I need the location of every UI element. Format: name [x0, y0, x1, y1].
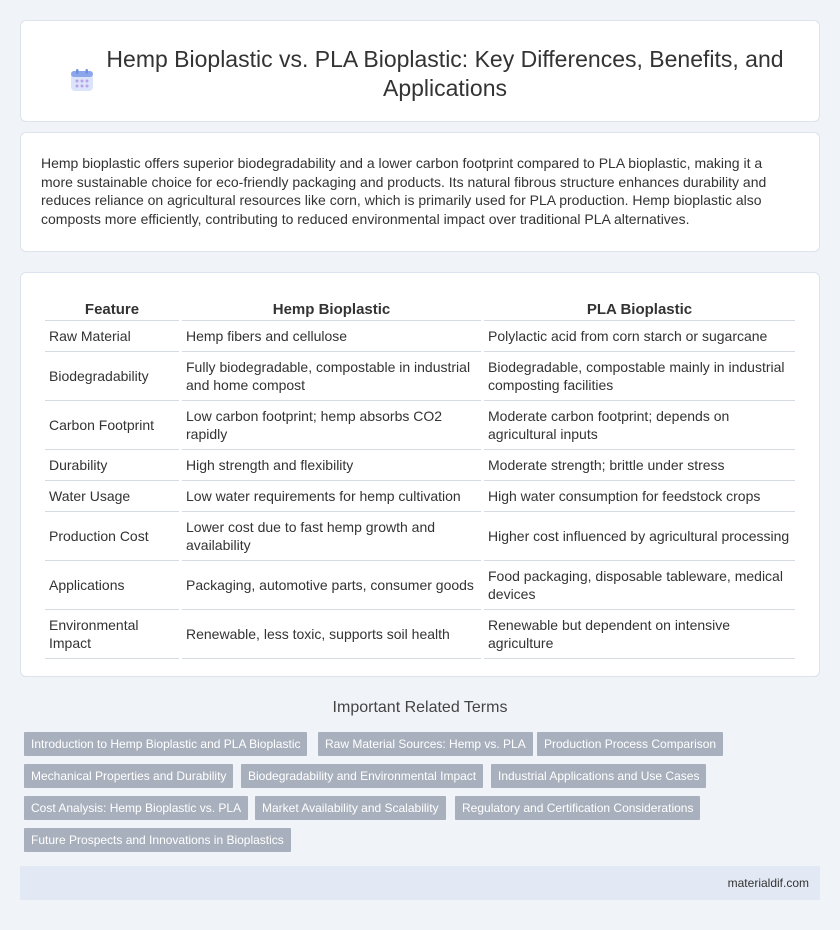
related-term-tag[interactable]: Mechanical Properties and Durability: [24, 764, 233, 788]
feature-cell: Durability: [45, 450, 179, 481]
pla-cell: Moderate carbon footprint; depends on agricultural inputs: [484, 401, 795, 450]
hemp-cell: High strength and flexibility: [182, 450, 481, 481]
pla-cell: Food packaging, disposable tableware, medical devices: [484, 561, 795, 610]
hemp-cell: Lower cost due to fast hemp growth and availability: [182, 512, 481, 561]
related-term-tag[interactable]: Raw Material Sources: Hemp vs. PLA: [318, 732, 533, 756]
related-term-tag[interactable]: Regulatory and Certification Considerations: [455, 796, 700, 820]
related-terms-heading: Important Related Terms: [332, 699, 508, 716]
page-title: Hemp Bioplastic vs. PLA Bioplastic: Key Differences, Benefits, and Applications: [106, 46, 784, 101]
comparison-table: [42, 295, 798, 659]
pla-cell: High water consumption for feedstock crops: [484, 481, 795, 512]
pla-cell: Higher cost influenced by agricultural processing: [484, 512, 795, 561]
feature-cell: Raw Material: [45, 321, 179, 352]
feature-cell: Water Usage: [45, 481, 179, 512]
table-row: [45, 352, 795, 401]
table-row: [45, 610, 795, 659]
table-header-row: [45, 295, 795, 321]
feature-cell: Biodegradability: [45, 352, 179, 401]
hemp-cell: Fully biodegradable, compostable in industrial and home compost: [182, 352, 481, 401]
hemp-cell: Hemp fibers and cellulose: [182, 321, 481, 352]
related-term-tag[interactable]: Introduction to Hemp Bioplastic and PLA Bioplastic: [24, 732, 307, 756]
footer-bar: [20, 866, 820, 900]
table-row: [45, 450, 795, 481]
related-term-tag[interactable]: Production Process Comparison: [537, 732, 723, 756]
related-term-tag[interactable]: Cost Analysis: Hemp Bioplastic vs. PLA: [24, 796, 248, 820]
table-row: [45, 401, 795, 450]
hemp-cell: Packaging, automotive parts, consumer goods: [182, 561, 481, 610]
table-row: [45, 321, 795, 352]
feature-cell: Production Cost: [45, 512, 179, 561]
related-term-tag[interactable]: Biodegradability and Environmental Impact: [241, 764, 483, 788]
site-name[interactable]: materialdif.com: [727, 876, 809, 890]
table-row: [45, 512, 795, 561]
intro-paragraph: Hemp bioplastic offers superior biodegradability and a lower carbon footprint compared to PLA bioplastic, making it a more sustainable choice for eco-friendly packaging and products. Its natural fibrous structure enhances durability and reduces reliance on agricultural resources like corn, which is primarily used for PLA production. Hemp bioplastic also composts more efficiently, contributing to reduced environmental impact over traditional PLA alternatives.: [41, 155, 767, 227]
related-term-tag[interactable]: Market Availability and Scalability: [255, 796, 446, 820]
comparison-card: [20, 272, 820, 677]
feature-cell: Environmental Impact: [45, 610, 179, 659]
intro-card: [20, 132, 820, 252]
table-row: [45, 561, 795, 610]
column-header-pla: PLA Bioplastic: [484, 295, 795, 321]
feature-cell: Applications: [45, 561, 179, 610]
pla-cell: Biodegradable, compostable mainly in industrial composting facilities: [484, 352, 795, 401]
hemp-cell: Low carbon footprint; hemp absorbs CO2 rapidly: [182, 401, 481, 450]
table-row: [45, 481, 795, 512]
pla-cell: Polylactic acid from corn starch or sugarcane: [484, 321, 795, 352]
column-header-hemp: Hemp Bioplastic: [182, 295, 481, 321]
related-term-tag[interactable]: Future Prospects and Innovations in Bioplastics: [24, 828, 291, 852]
feature-cell: Carbon Footprint: [45, 401, 179, 450]
hemp-cell: Low water requirements for hemp cultivation: [182, 481, 481, 512]
column-header-feature: Feature: [45, 295, 179, 321]
pla-cell: Moderate strength; brittle under stress: [484, 450, 795, 481]
hemp-cell: Renewable, less toxic, supports soil health: [182, 610, 481, 659]
title-card: [20, 20, 820, 122]
related-term-tag[interactable]: Industrial Applications and Use Cases: [491, 764, 706, 788]
pla-cell: Renewable but dependent on intensive agriculture: [484, 610, 795, 659]
